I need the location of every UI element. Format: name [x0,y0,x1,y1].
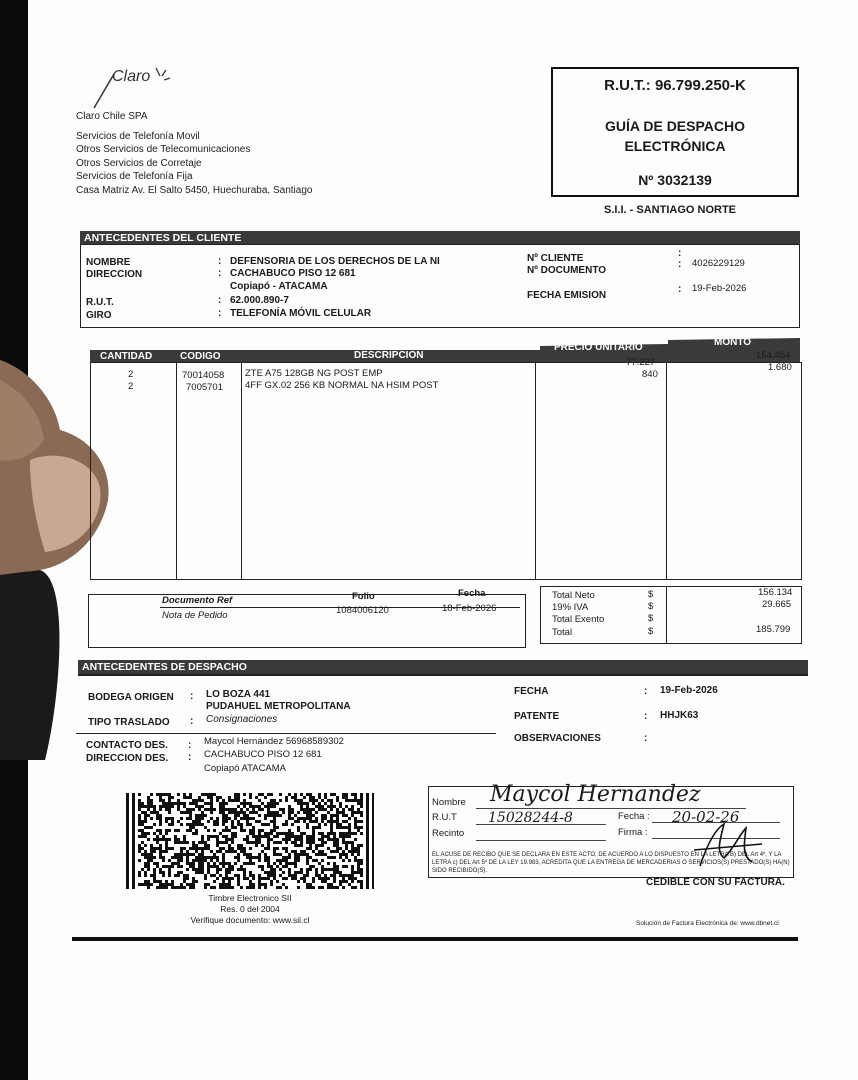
row-codigo: 70014058 [182,370,225,381]
dispatch-fecha: 19-Feb-2026 [660,685,718,696]
row-cantidad: 2 [128,369,134,380]
client-section-header: ANTECEDENTES DEL CLIENTE [80,231,800,245]
label-observaciones: OBSERVACIONES [514,733,601,744]
ref-doc: Nota de Pedido [162,610,228,621]
claro-logo-text: Claro [112,68,151,85]
client-fecha-emision: 19-Feb-2026 [692,283,747,294]
handwritten-rut: 15028244-8 [488,810,573,826]
ref-fecha: 18-Feb-2026 [442,603,497,614]
currency-symbol: $ [648,589,654,600]
row-monto: 1.680 [768,362,792,373]
ref-header-fecha: Fecha [458,588,486,599]
dispatch-bodega1: LO BOZA 441 [206,689,271,700]
timbre-text [126,893,374,926]
dispatch-patente: HHJK63 [660,710,699,721]
currency-symbol: $ [648,601,654,612]
company-line: Servicios de Telefonía Movil [76,130,200,142]
header-codigo: CODIGO [180,351,221,362]
client-giro: TELEFONÍA MÓVIL CELULAR [230,308,372,319]
client-documento: 4026229129 [692,258,745,269]
total-value: 185.799 [756,624,791,635]
currency-symbol: $ [648,626,654,637]
row-precio: 840 [642,369,658,380]
iva-value: 29.665 [762,599,792,610]
company-info [76,110,312,197]
cedible-label: CEDIBLE CON SU FACTURA. [646,877,785,888]
document-id-box [551,67,799,197]
row-descripcion: 4FF GX.02 256 KB NORMAL NA HSIM POST [245,380,439,391]
company-line: Otros Servicios de Telecomunicaciones [76,144,251,155]
timbre-barcode [126,793,374,889]
label-tipo-traslado: TIPO TRASLADO [88,717,170,728]
client-rut: 62.000.890-7 [230,295,289,306]
company-address: Casa Matriz Av. El Salto 5450, Huechuraba, Santiago [76,184,313,196]
issuer-rut: R.U.T.: 96.799.250-K [604,77,746,94]
label-fecha-despacho: FECHA [514,686,549,697]
total-label: Total [552,627,573,638]
company-line: Servicios de Telefonía Fija [76,171,193,182]
label-documento: Nº DOCUMENTO [527,265,607,276]
row-codigo: 7005701 [186,382,223,393]
receipt-label-nombre: Nombre [432,797,466,808]
currency-symbol: $ [648,613,654,624]
dispatch-tipo: Consignaciones [206,714,278,725]
receipt-legal-text: EL ACUSE DE RECIBO QUE SE DECLARA EN ESTE ACTO, DE ACUERDO A LO DISPUESTO EN LA LETRA B) DEL Art 4º, Y LA LETRA c) DEL Art 5º DE LA LEY 19.983, ACREDITA QUE LA ENTREGA DE MERCADERIAS O SERVICIOS(S) PRESTADO(S) HA(N) SIDO RECIBIDO(S). [432,852,790,874]
header-cantidad: CANTIDAD [100,351,153,362]
client-ciudad: Copiapó - ATACAMA [230,281,328,292]
receipt-label-fecha: Fecha : [618,811,650,822]
ref-header-folio: Folio [352,591,375,602]
label-rut: R.U.T. [86,297,114,308]
dispatch-contacto: Maycol Hernández 56968589302 [204,736,344,747]
doc-number: Nº 3032139 [638,172,712,188]
timbre-line1: Timbre Electronico SII [208,893,292,903]
dispatch-direccion: CACHABUCO PISO 12 681 [204,749,322,760]
label-contacto: CONTACTO DES. [86,740,168,751]
label-direccion: DIRECCION [86,269,143,280]
label-fecha-emision: FECHA EMISION [527,290,607,301]
handwritten-nombre: Maycol Hernandez [490,782,701,807]
sii-office: S.I.I. - SANTIAGO NORTE [604,204,737,216]
company-name: Claro Chile SPA [76,111,148,122]
dispatch-section-header: ANTECEDENTES DE DESPACHO [78,660,808,674]
client-nombre: DEFENSORIA DE LOS DERECHOS DE LA NI [230,256,440,267]
label-bodega: BODEGA ORIGEN [88,692,174,703]
receipt-label-recinto: Recinto [432,828,465,839]
header-monto: MONTO [714,337,752,348]
doc-type-line1: GUÍA DE DESPACHO [604,118,745,134]
total-exento-label: Total Exento [552,614,605,625]
items-table-header [90,336,800,362]
handwritten-fecha: 20-02-26 [672,808,740,826]
receipt-label-firma: Firma : [618,827,648,838]
dispatch-ciudad: Copiapó ATACAMA [204,763,287,774]
row-descripcion: ZTE A75 128GB NG POST EMP [245,368,383,379]
label-giro: GIRO [86,310,112,321]
company-line: Otros Servicios de Corretaje [76,157,202,169]
items-table-body [90,362,802,580]
row-monto: 154.454 [756,350,791,361]
label-cliente: Nº CLIENTE [527,253,584,264]
header-precio: PRECIO UNITARIO [554,342,643,353]
total-neto-label: Total Neto [552,590,595,601]
iva-label: 19% IVA [552,602,589,613]
footer-solution: Solución de Factura Electrónica de: www.dbnet.cl [636,920,779,927]
timbre-line2: Res. 0 del 2004 [220,904,280,914]
row-cantidad: 2 [128,381,134,392]
ref-header-doc: Documento Ref [162,595,233,606]
label-nombre: NOMBRE [86,257,131,268]
dispatch-bodega2: PUDAHUEL METROPOLITANA [206,701,351,712]
label-patente: PATENTE [514,711,560,722]
client-direccion: CACHABUCO PISO 12 681 [230,268,356,279]
row-precio: 77.227 [626,357,656,368]
label-direccion-des: DIRECCION DES. [86,753,169,764]
total-neto-value: 156.134 [758,587,793,598]
header-descripcion: DESCRIPCION [354,350,424,361]
receipt-label-rut: R.U.T [432,812,457,823]
ref-folio: 1084006120 [336,605,389,616]
doc-type-line2: ELECTRÓNICA [624,138,726,154]
timbre-line3: Verifique documento: www.sii.cl [190,915,310,925]
